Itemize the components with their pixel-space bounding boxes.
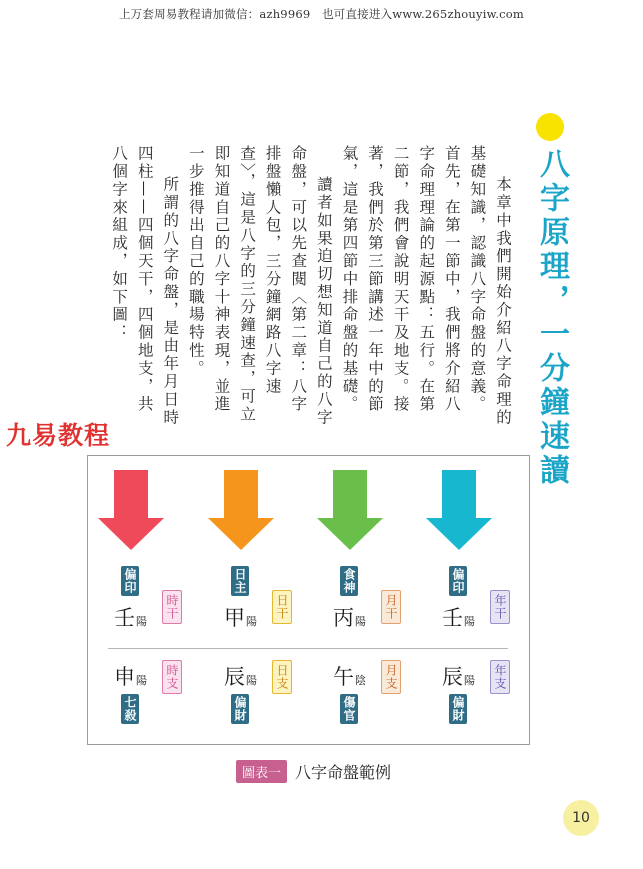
position-tag: 時支 (162, 660, 182, 694)
heavenly-stem: 壬陽 (114, 606, 147, 630)
ten-god-tag: 偏印 (123, 568, 137, 594)
figure-title: 八字命盤範例 (295, 763, 392, 782)
position-tag: 日支 (272, 660, 292, 694)
position-tag: 時干 (162, 590, 182, 624)
bazi-chart (87, 455, 530, 745)
arrow-down-icon (208, 470, 274, 550)
position-tag: 年干 (490, 590, 510, 624)
arrow-down-icon (98, 470, 164, 550)
figure-label: 圖表一 (236, 760, 287, 783)
page-header: 上万套周易教程请加微信：azh9969 也可直接进入www.265zhouyiw.com (118, 7, 525, 21)
pillar-label: 時柱 (147, 484, 163, 512)
watermark-text: 九易教程 (6, 421, 111, 450)
earthly-branch: 辰陽 (224, 665, 257, 689)
ten-god-tag: 偏財 (451, 696, 465, 722)
pillar-label: 年柱 (475, 484, 491, 512)
arrow-down-icon (426, 470, 492, 550)
yellow-dot-icon (536, 113, 564, 141)
figure-caption (236, 760, 391, 782)
position-tag: 月支 (381, 660, 401, 694)
position-tag: 年支 (490, 660, 510, 694)
earthly-branch: 申陽 (114, 665, 147, 689)
ten-god-tag: 偏印 (451, 568, 465, 594)
ten-god-tag: 偏財 (233, 696, 247, 722)
ten-god-tag: 食神 (342, 568, 356, 594)
paragraph-1: 本章中我們開始介紹八字命理的基礎知識，認識八字命盤的意義。首先，在第一節中，我們將介紹八字命理理論的起源點：五行。在第二節，我們會說明天干及地支。接著，我們於第三節講述一年中的節氣，這是第四節中排命盤的基礎。 (340, 145, 512, 427)
ten-god-tag: 日主 (233, 568, 247, 594)
section-title: 八字原理，一分鐘速讀 (534, 148, 569, 488)
arrow-down-icon (317, 470, 383, 550)
chart-divider (108, 648, 508, 649)
ten-god-tag: 七殺 (123, 696, 137, 722)
ten-god-tag: 傷官 (342, 696, 356, 722)
body-text (106, 145, 516, 430)
paragraph-2: 讀者如果迫切想知道自己的八字命盤，可以先查閱〈第二章：八字排盤懶人包，三分鐘網路八字速查〉，這是八字的三分鐘速查，可立即知道自己的八字十神表現，並進一步推得出自己的職場特性。 (186, 145, 333, 427)
position-tag: 月干 (381, 590, 401, 624)
earthly-branch: 午陰 (333, 665, 366, 689)
earthly-branch: 辰陽 (442, 665, 475, 689)
pillar-label: 日柱 (257, 484, 273, 512)
heavenly-stem: 丙陽 (333, 606, 366, 630)
heavenly-stem: 壬陽 (442, 606, 475, 630)
heavenly-stem: 甲陽 (224, 606, 257, 630)
page-number: 10 (563, 800, 599, 836)
position-tag: 日干 (272, 590, 292, 624)
paragraph-3: 所謂的八字命盤，是由年月日時四柱——四個天干，四個地支，共八個字來組成，如下圖： (110, 145, 180, 427)
pillar-label: 月柱 (366, 484, 382, 512)
